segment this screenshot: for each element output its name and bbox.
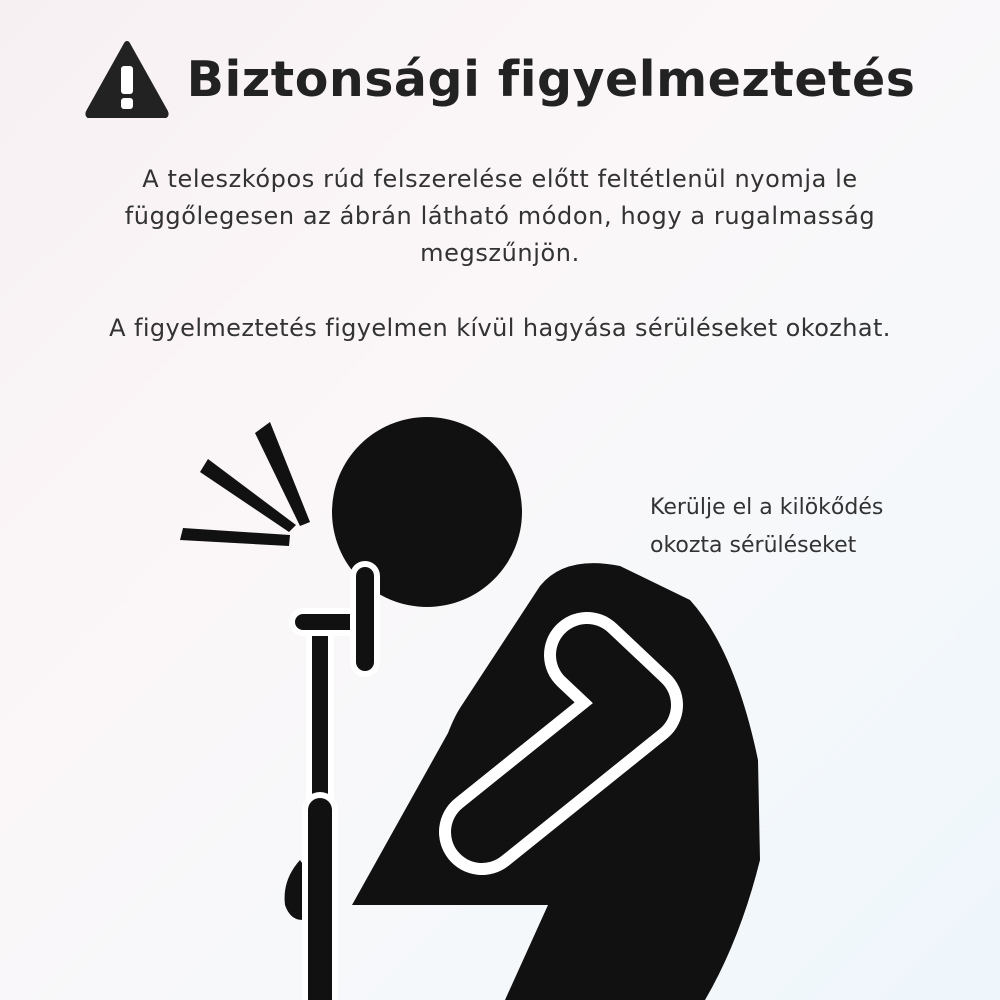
- telescopic-pole: [303, 576, 365, 1000]
- header: [0, 40, 1000, 118]
- callout-line-1: Kerülje el a kilökődés: [650, 495, 884, 520]
- warning-triangle-icon: [85, 40, 169, 118]
- warning-text: A figyelmeztetés figyelmen kívül hagyása sérüléseket okozhat.: [109, 314, 891, 342]
- impact-lines-icon: [180, 422, 310, 546]
- person-hit-by-pole-icon: [0, 400, 1000, 1000]
- callout-line-2: okozta sérüléseket: [650, 533, 857, 558]
- instruction-text: A teleszkópos rúd felszerelése előtt feltétlenül nyomja le függőlegesen az ábrán látható módon, hogy a rugalmasság megszűnjön.: [124, 165, 876, 267]
- page-title: Biztonsági figyelmeztetés: [186, 50, 916, 108]
